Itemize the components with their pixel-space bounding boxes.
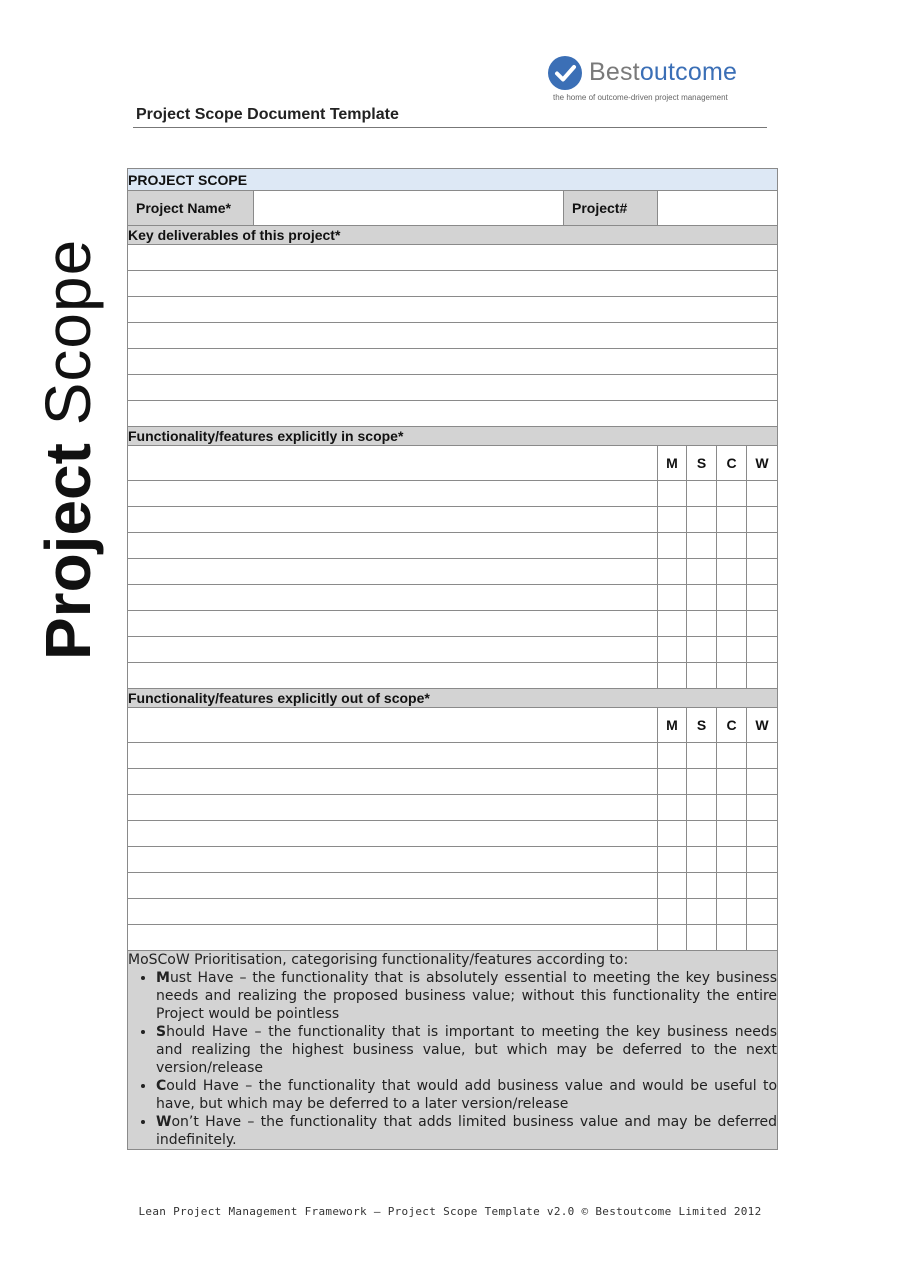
table-row [128, 481, 778, 507]
in-scope-feature-cell[interactable] [128, 533, 658, 559]
must-cell[interactable] [658, 821, 687, 847]
list-item: • Must Have – the functionality that is absolutely essential to meeting the key business needs and realizing the proposed business value; without this functionality the entire Project would be pointless [156, 969, 777, 1023]
deliverable-row[interactable] [128, 271, 778, 297]
moscow-intro: MoSCoW Prioritisation, categorising functionality/features according to: [128, 952, 629, 968]
should-cell[interactable] [687, 507, 717, 533]
checkmark-icon [548, 56, 582, 90]
wont-cell[interactable] [747, 925, 778, 951]
out-scope-feature-cell[interactable] [128, 708, 658, 743]
table-row [128, 507, 778, 533]
table-row [128, 821, 778, 847]
wont-cell[interactable] [747, 611, 778, 637]
wont-cell[interactable] [747, 743, 778, 769]
moscow-header-must: M [658, 446, 687, 481]
in-scope-feature-cell[interactable] [128, 637, 658, 663]
deliverable-row[interactable] [128, 375, 778, 401]
in-scope-feature-cell[interactable] [128, 446, 658, 481]
table-row [128, 637, 778, 663]
deliverable-row[interactable] [128, 245, 778, 271]
could-cell[interactable] [717, 611, 747, 637]
could-cell[interactable] [717, 873, 747, 899]
wont-cell[interactable] [747, 533, 778, 559]
wont-cell[interactable] [747, 847, 778, 873]
project-number-field[interactable] [658, 191, 778, 226]
wont-cell[interactable] [747, 795, 778, 821]
project-scope-form [127, 168, 778, 1150]
wont-cell[interactable] [747, 507, 778, 533]
could-cell[interactable] [717, 533, 747, 559]
wont-cell[interactable] [747, 663, 778, 689]
should-cell[interactable] [687, 821, 717, 847]
out-scope-feature-cell[interactable] [128, 925, 658, 951]
could-cell[interactable] [717, 899, 747, 925]
deliverable-row[interactable] [128, 323, 778, 349]
in-scope-feature-cell[interactable] [128, 559, 658, 585]
should-cell[interactable] [687, 481, 717, 507]
could-cell[interactable] [717, 637, 747, 663]
table-row [128, 925, 778, 951]
table-row [128, 847, 778, 873]
table-row [128, 899, 778, 925]
logo-name: Bestoutcome [589, 58, 738, 86]
moscow-list [128, 969, 777, 1149]
could-cell[interactable] [717, 925, 747, 951]
table-row [128, 795, 778, 821]
must-cell[interactable] [658, 769, 687, 795]
deliverable-row[interactable] [128, 401, 778, 427]
logo-tagline: the home of outcome-driven project management [553, 93, 728, 102]
form-title: PROJECT SCOPE [128, 169, 778, 191]
must-cell[interactable] [658, 507, 687, 533]
footer: Lean Project Management Framework – Project Scope Template v2.0 © Bestoutcome Limited 2012 [138, 1205, 762, 1218]
should-cell[interactable] [687, 847, 717, 873]
moscow-header-wont: W [747, 708, 778, 743]
table-row [128, 559, 778, 585]
in-scope-feature-cell[interactable] [128, 481, 658, 507]
could-cell[interactable] [717, 585, 747, 611]
document-title: Project Scope Document Template [136, 106, 399, 123]
in-scope-feature-cell[interactable] [128, 663, 658, 689]
table-row [128, 611, 778, 637]
moscow-header-must: M [658, 708, 687, 743]
must-cell[interactable] [658, 925, 687, 951]
wont-cell[interactable] [747, 873, 778, 899]
must-cell[interactable] [658, 847, 687, 873]
moscow-header-wont: W [747, 446, 778, 481]
wont-cell[interactable] [747, 821, 778, 847]
out-scope-feature-cell[interactable] [128, 847, 658, 873]
must-cell[interactable] [658, 873, 687, 899]
must-cell[interactable] [658, 637, 687, 663]
must-cell[interactable] [658, 899, 687, 925]
should-cell[interactable] [687, 899, 717, 925]
wont-cell[interactable] [747, 585, 778, 611]
table-row [128, 743, 778, 769]
project-name-label: Project Name* [128, 191, 254, 226]
could-cell[interactable] [717, 663, 747, 689]
must-cell[interactable] [658, 481, 687, 507]
could-cell[interactable] [717, 559, 747, 585]
should-cell[interactable] [687, 585, 717, 611]
could-cell[interactable] [717, 795, 747, 821]
company-logo [548, 56, 768, 106]
should-cell[interactable] [687, 743, 717, 769]
should-cell[interactable] [687, 559, 717, 585]
in-scope-feature-cell[interactable] [128, 507, 658, 533]
table-row [128, 873, 778, 899]
should-cell[interactable] [687, 925, 717, 951]
could-cell[interactable] [717, 769, 747, 795]
must-cell[interactable] [658, 795, 687, 821]
moscow-notes [128, 951, 778, 1150]
could-cell[interactable] [717, 847, 747, 873]
out-scope-feature-cell[interactable] [128, 873, 658, 899]
out-scope-feature-cell[interactable] [128, 769, 658, 795]
wont-cell[interactable] [747, 899, 778, 925]
must-cell[interactable] [658, 743, 687, 769]
moscow-header-could: C [717, 708, 747, 743]
out-scope-feature-cell[interactable] [128, 821, 658, 847]
moscow-header-should: S [687, 446, 717, 481]
project-number-label: Project# [564, 191, 658, 226]
wont-cell[interactable] [747, 559, 778, 585]
title-divider [133, 127, 767, 128]
deliverables-heading: Key deliverables of this project* [128, 226, 778, 245]
should-cell[interactable] [687, 637, 717, 663]
in-scope-feature-cell[interactable] [128, 611, 658, 637]
project-name-field[interactable] [254, 191, 564, 226]
could-cell[interactable] [717, 481, 747, 507]
out-scope-heading: Functionality/features explicitly out of scope* [128, 689, 778, 708]
moscow-header-could: C [717, 446, 747, 481]
should-cell[interactable] [687, 533, 717, 559]
out-scope-feature-cell[interactable] [128, 899, 658, 925]
wont-cell[interactable] [747, 769, 778, 795]
table-row [128, 533, 778, 559]
deliverable-row[interactable] [128, 349, 778, 375]
out-scope-feature-cell[interactable] [128, 743, 658, 769]
must-cell[interactable] [658, 585, 687, 611]
list-item: • Won’t Have – the functionality that adds limited business value and may be deferred indefinitely. [156, 1113, 777, 1149]
in-scope-heading: Functionality/features explicitly in scope* [128, 427, 778, 446]
list-item: • Could Have – the functionality that would add business value and would be useful to have, but which may be deferred to a later version/release [156, 1077, 777, 1113]
could-cell[interactable] [717, 743, 747, 769]
must-cell[interactable] [658, 663, 687, 689]
should-cell[interactable] [687, 795, 717, 821]
table-row [128, 663, 778, 689]
wont-cell[interactable] [747, 481, 778, 507]
moscow-header-should: S [687, 708, 717, 743]
list-item: • Should Have – the functionality that is important to meeting the key business needs and realizing the highest business value, but which may be deferred to the next version/release [156, 1023, 777, 1077]
wont-cell[interactable] [747, 637, 778, 663]
in-scope-feature-cell[interactable] [128, 585, 658, 611]
should-cell[interactable] [687, 873, 717, 899]
must-cell[interactable] [658, 533, 687, 559]
could-cell[interactable] [717, 821, 747, 847]
should-cell[interactable] [687, 663, 717, 689]
should-cell[interactable] [687, 769, 717, 795]
should-cell[interactable] [687, 611, 717, 637]
deliverable-row[interactable] [128, 297, 778, 323]
side-title: Project Scope [32, 238, 104, 660]
table-row [128, 769, 778, 795]
table-row [128, 585, 778, 611]
could-cell[interactable] [717, 507, 747, 533]
must-cell[interactable] [658, 559, 687, 585]
out-scope-feature-cell[interactable] [128, 795, 658, 821]
must-cell[interactable] [658, 611, 687, 637]
